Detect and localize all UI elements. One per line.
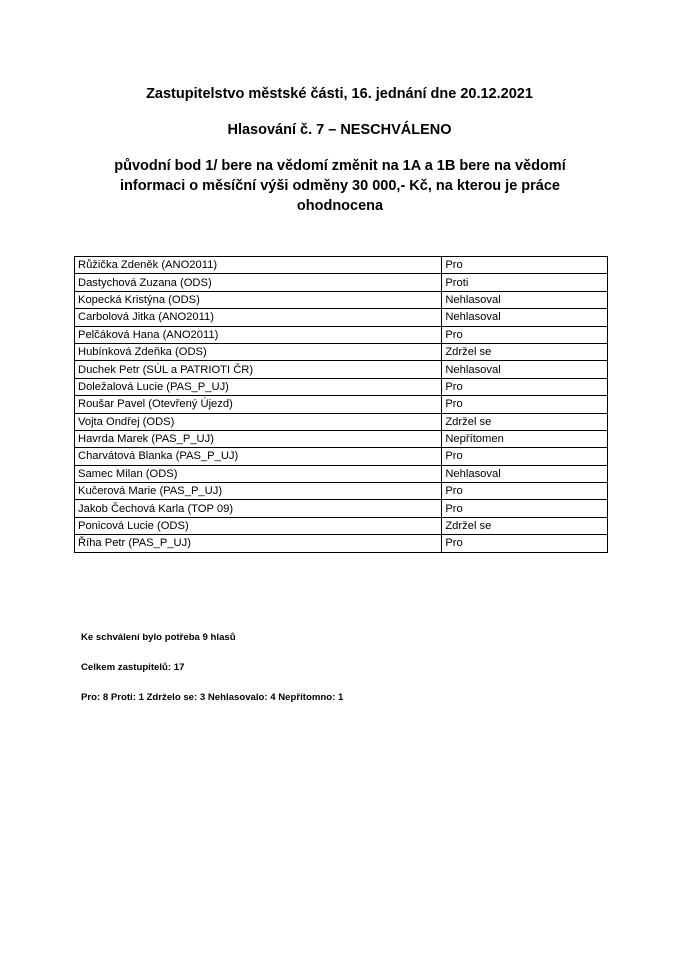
table-row — [75, 430, 608, 447]
table-row — [75, 361, 608, 378]
table-row — [75, 378, 608, 395]
vote-cell: Zdržel se — [442, 343, 608, 360]
member-name-cell: Říha Petr (PAS_P_UJ) — [75, 535, 442, 552]
member-name-cell: Dastychová Zuzana (ODS) — [75, 274, 442, 291]
table-row — [75, 309, 608, 326]
member-name-cell: Roušar Pavel (Otevřený Újezd) — [75, 396, 442, 413]
member-name-cell: Růžička Zdeněk (ANO2011) — [75, 257, 442, 274]
vote-cell: Pro — [442, 378, 608, 395]
table-row — [75, 535, 608, 552]
vote-cell: Pro — [442, 535, 608, 552]
vote-cell: Nepřítomen — [442, 430, 608, 447]
table-row — [75, 413, 608, 430]
member-name-cell: Carbolová Jitka (ANO2011) — [75, 309, 442, 326]
member-name-cell: Vojta Ondřej (ODS) — [75, 413, 442, 430]
member-name-cell: Hubínková Zdeňka (ODS) — [75, 343, 442, 360]
vote-cell: Pro — [442, 326, 608, 343]
vote-cell: Zdržel se — [442, 413, 608, 430]
table-row — [75, 396, 608, 413]
member-name-cell: Charvátová Blanka (PAS_P_UJ) — [75, 448, 442, 465]
member-name-cell: Samec Milan (ODS) — [75, 465, 442, 482]
member-name-cell: Duchek Petr (SÚL a PATRIOTI ČR) — [75, 361, 442, 378]
vote-cell: Nehlasoval — [442, 291, 608, 308]
table-row — [75, 448, 608, 465]
vote-cell: Nehlasoval — [442, 361, 608, 378]
vote-cell: Zdržel se — [442, 517, 608, 534]
member-name-cell: Pelčáková Hana (ANO2011) — [75, 326, 442, 343]
vote-counts-text: Pro: 8 Proti: 1 Zdrželo se: 3 Nehlasovalo: 4 Nepřítomno: 1 — [81, 692, 344, 703]
member-name-cell: Ponicová Lucie (ODS) — [75, 517, 442, 534]
member-name-cell: Jakob Čechová Karla (TOP 09) — [75, 500, 442, 517]
member-name-cell: Havrda Marek (PAS_P_UJ) — [75, 430, 442, 447]
vote-cell: Pro — [442, 448, 608, 465]
table-row — [75, 257, 608, 274]
total-members-text: Celkem zastupitelů: 17 — [81, 662, 185, 673]
table-row — [75, 517, 608, 534]
table-row — [75, 500, 608, 517]
vote-cell: Pro — [442, 257, 608, 274]
member-name-cell: Kučerová Marie (PAS_P_UJ) — [75, 483, 442, 500]
table-row — [75, 291, 608, 308]
table-row — [75, 465, 608, 482]
required-votes-text: Ke schválení bylo potřeba 9 hlasů — [81, 632, 236, 643]
vote-cell: Pro — [442, 396, 608, 413]
vote-cell: Pro — [442, 500, 608, 517]
vote-cell: Nehlasoval — [442, 465, 608, 482]
member-name-cell: Kopecká Kristýna (ODS) — [75, 291, 442, 308]
vote-cell: Nehlasoval — [442, 309, 608, 326]
table-row — [75, 343, 608, 360]
votes-table-body — [75, 257, 608, 553]
table-row — [75, 326, 608, 343]
member-name-cell: Doležalová Lucie (PAS_P_UJ) — [75, 378, 442, 395]
vote-result-title: Hlasování č. 7 – NESCHVÁLENO — [227, 122, 452, 138]
table-row — [75, 274, 608, 291]
votes-table — [74, 256, 608, 553]
table-row — [75, 483, 608, 500]
vote-cell: Pro — [442, 483, 608, 500]
agenda-item-title: původní bod 1/ bere na vědomí změnit na 1A a 1B bere na vědomí informaci o měsíční výši odměny 30 000,- Kč, na kterou je práce ohodnocena — [114, 158, 566, 214]
session-title: Zastupitelstvo městské části, 16. jednání dne 20.12.2021 — [146, 86, 533, 102]
vote-cell: Proti — [442, 274, 608, 291]
